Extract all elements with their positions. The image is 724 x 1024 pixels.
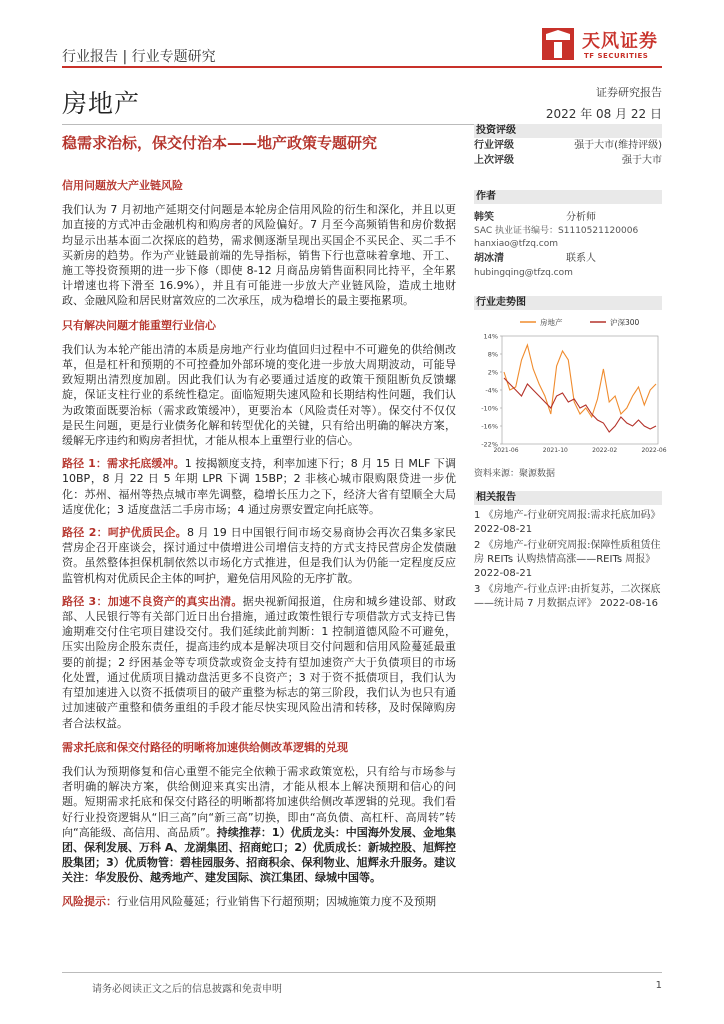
series-line <box>504 345 656 417</box>
trend-heading: 行业走势图 <box>474 296 662 310</box>
related-report[interactable] <box>474 583 662 611</box>
related-report-title[interactable]: 3 《房地产-行业点评:由折复苏，二次探底——统计局 7 月数据点评》 <box>474 584 661 609</box>
path-text: 据央视新闻报道，住房和城乡建设部、财政部、人民银行等有关部门近日出台措施，通过政策性银行专项借款方式支持已售逾期难交付住宅项目建设交付。我们延续此前判断：1 控制道德风险不可避免，压实出险房企股东责任，提高违约成本是解决项目交付问题和信用风险蔓延最重要的前提；2 纾困基金等专项贷款或资金支持有望加速资产大于负债项目的市场化处置，通过优质项目撬动盘活更多不良资产；3 对于资不抵债项目，我们认为有望加速进入以资不抵债项目的破产重整为标志的第三阶段，我们认为也只有通过加速破产重整和债务重组的手段才能尽快实现风险出清和转移，及时保障购房者合法权益。 <box>62 594 457 730</box>
author-row <box>474 251 662 266</box>
risk-text: 行业信用风险蔓延；行业销售下行超预期；因城施策力度不及预期 <box>117 894 436 908</box>
brand-name-en: TF SECURITIES <box>584 52 649 60</box>
paragraph <box>62 525 456 586</box>
series-line <box>504 378 656 432</box>
y-tick-label: -16% <box>481 422 498 431</box>
path-text: 8 月 19 日中国银行间市场交易商协会再次召集多家民营房企召开座谈会，探讨通过中债增进公司增信支持的方式支持民营房企发债融资。虽然整体担保机制依然以市场化方式推进，但是我们认为仍能一定程度反应监管机构对优质民企主体的呵护，避免信用风险的无序扩散。 <box>62 526 457 585</box>
rating-row <box>474 138 662 153</box>
y-tick-label: -4% <box>485 386 498 395</box>
related-report-date: 2022-08-16 <box>599 598 659 609</box>
chart-source: 资料来源：聚源数据 <box>474 469 556 479</box>
report-body <box>62 178 456 918</box>
trend-chart-svg <box>474 314 667 464</box>
related-report[interactable] <box>474 539 662 581</box>
author-name: 胡冰清 <box>474 253 504 264</box>
brand-name: 天风证券 <box>582 31 658 52</box>
paragraph <box>62 456 456 517</box>
rating-key: 上次评级 <box>474 155 514 166</box>
related-report[interactable] <box>474 509 662 537</box>
sector-title: 房地产 <box>62 89 141 118</box>
rating-key: 行业评级 <box>474 140 514 151</box>
author-cert: SAC 执业证书编号：S1110521120006 <box>474 226 639 236</box>
path-text: 1 按揭额度支持，利率加速下行；8 月 15 日 MLF 下调 10BP，8 月 22 日 5 年期 LPR 下调 15BP；2 非核心城市限购限贷进一步优化：苏州、福州等热点城市率先调整，稳增长压力之下，经济大省有望顺全大局适度优化；3 适度盘活二手房市场；4 通过房票安置定向托底等。 <box>62 457 457 516</box>
author-role: 联系人 <box>566 253 596 264</box>
related-report-date: 2022-08-21 <box>474 524 533 535</box>
page-number: 1 <box>655 980 662 991</box>
x-tick-label: 2021-10 <box>542 447 568 454</box>
related-report-date: 2022-08-21 <box>474 568 533 579</box>
path-label: 路径 1：需求托底缓冲。 <box>62 457 185 471</box>
paragraph-text: 我们认为预期修复和信心重塑不能完全依赖于需求政策宽松，只有给与市场参与者明确的解决方案，供给侧迎来真实出清，才能从根本上解决预期和信心的问题。短期需求托底和保交付路径的明晰都将加速供给侧改革逻辑的兑现。我们看好行业投资逻辑从“旧三高”向“新三高”切换，即由“高负债、高杠杆、高周转”转向“高能级、高信用、高品质”。 <box>62 764 456 839</box>
y-tick-label: 2% <box>487 368 498 377</box>
risk-warning <box>62 894 456 909</box>
legend-label: 沪深300 <box>610 318 640 327</box>
risk-label: 风险提示： <box>62 894 117 908</box>
x-tick-label: 2022-02 <box>592 447 618 454</box>
rating-row <box>474 153 662 168</box>
doc-type: 证券研究报告 <box>596 86 662 99</box>
author-role: 分析师 <box>566 212 596 223</box>
y-tick-label: -22% <box>481 440 498 449</box>
y-tick-label: 8% <box>487 350 498 359</box>
related-report-title[interactable]: 2 《房地产-行业研究周报:保障性质租赁住房 REITs 认购热情高涨——REITs 周报》 <box>474 540 661 565</box>
y-tick-label: -10% <box>481 404 498 413</box>
path-label: 路径 2：呵护优质民企。 <box>62 526 187 540</box>
rating-value: 强于大市 <box>622 155 662 166</box>
report-category: 行业报告 | 行业专题研究 <box>62 49 216 65</box>
recommendation-text: 持续推荐：1）优质龙头：中国海外发展、金地集团、保利发展、万科 A、龙湖集团、招商蛇口；2）优质成长：新城控股、旭辉控股集团；3）优质物管：碧桂园服务、招商积余、保利物业、旭辉永升服务。建议关注：华发股份、越秀地产、建发国际、滨江集团、绿城中国等。 <box>62 825 456 885</box>
related-heading: 相关报告 <box>474 491 662 505</box>
section-heading: 信用问题放大产业链风险 <box>62 179 183 192</box>
author-email[interactable]: hanxiao@tfzq.com <box>474 239 558 249</box>
footer-divider <box>62 972 662 973</box>
author-row <box>474 210 662 225</box>
path-label: 路径 3：加速不良资产的真实出清。 <box>62 594 243 608</box>
paragraph <box>62 764 456 886</box>
x-tick-label: 2021-06 <box>493 447 519 454</box>
brand-logo <box>540 22 665 66</box>
y-tick-label: 14% <box>483 332 498 341</box>
footer-disclaimer[interactable]: 请务必阅读正文之后的信息披露和免责申明 <box>92 984 282 995</box>
section-heading: 只有解决问题才能重塑行业信心 <box>62 318 216 332</box>
rating-value: 强于大市(维持评级) <box>574 140 662 151</box>
chart-frame <box>502 336 658 444</box>
header-divider <box>62 66 662 68</box>
paragraph: 我们认为本轮产能出清的本质是房地产行业均值回归过程中不可避免的供给侧改革，但是杠杆和预期的不可控叠加外部环境的变化进一步放大周期波动，可能导致短期出清烈度加剧。因此我们认为有必要通过适度的政策干预阻断负反馈螺旋，保证支柱行业的系统性稳定。面临短期失速风险和长期结构性问题，我们认为政策面既要治标（需求政策缓冲），更要治本（风险责任对等）。保交付不仅仅是民生问题，更是行业债务化解和转型优化的关键，只有给出明确的解决方案，缓解无序违约和购房者担忧，才能从根本上重塑行业的信心。 <box>62 342 456 448</box>
rating-heading: 投资评级 <box>474 124 662 138</box>
sidebar <box>474 124 667 613</box>
report-title: 稳需求治标，保交付治本——地产政策专题研究 <box>62 134 378 152</box>
author-email[interactable]: hubingqing@tfzq.com <box>474 268 573 278</box>
report-date: 2022 年 08 月 22 日 <box>545 107 662 121</box>
trend-chart <box>474 314 667 464</box>
logo-mark-icon <box>540 26 576 62</box>
paragraph <box>62 594 456 731</box>
section-heading: 需求托底和保交付路径的明晰将加速供给侧改革逻辑的兑现 <box>62 740 348 754</box>
author-name: 韩笑 <box>474 212 494 223</box>
author-heading: 作者 <box>474 190 662 204</box>
x-tick-label: 2022-06 <box>641 447 667 454</box>
paragraph: 我们认为 7 月初地产延期交付问题是本轮房企信用风险的衍生和深化，并且以更加直接的方式冲击金融机构和购房者的风险偏好。7 月至今高频销售和房价数据均显示出基本面二次探底的趋势，需求侧逐渐呈现出买国企不买民企、买二手不买新房的趋势。作为产业链最前端的先导指标，销售下行也意味着拿地、开工、施工等投资预期的进一步下修（即使 8-12 月商品房销售面积同比持平，全年累计增速也将下滑至 16.9%），并且有可能进一步放大产业链风险，造成土地财政、金融风险和居民财富效应的二次承压，成为稳增长的最主要拖累项。 <box>62 203 456 308</box>
related-report-title[interactable]: 1 《房地产-行业研究周报:需求托底加码》 <box>474 510 661 521</box>
legend-label: 房地产 <box>540 318 563 327</box>
